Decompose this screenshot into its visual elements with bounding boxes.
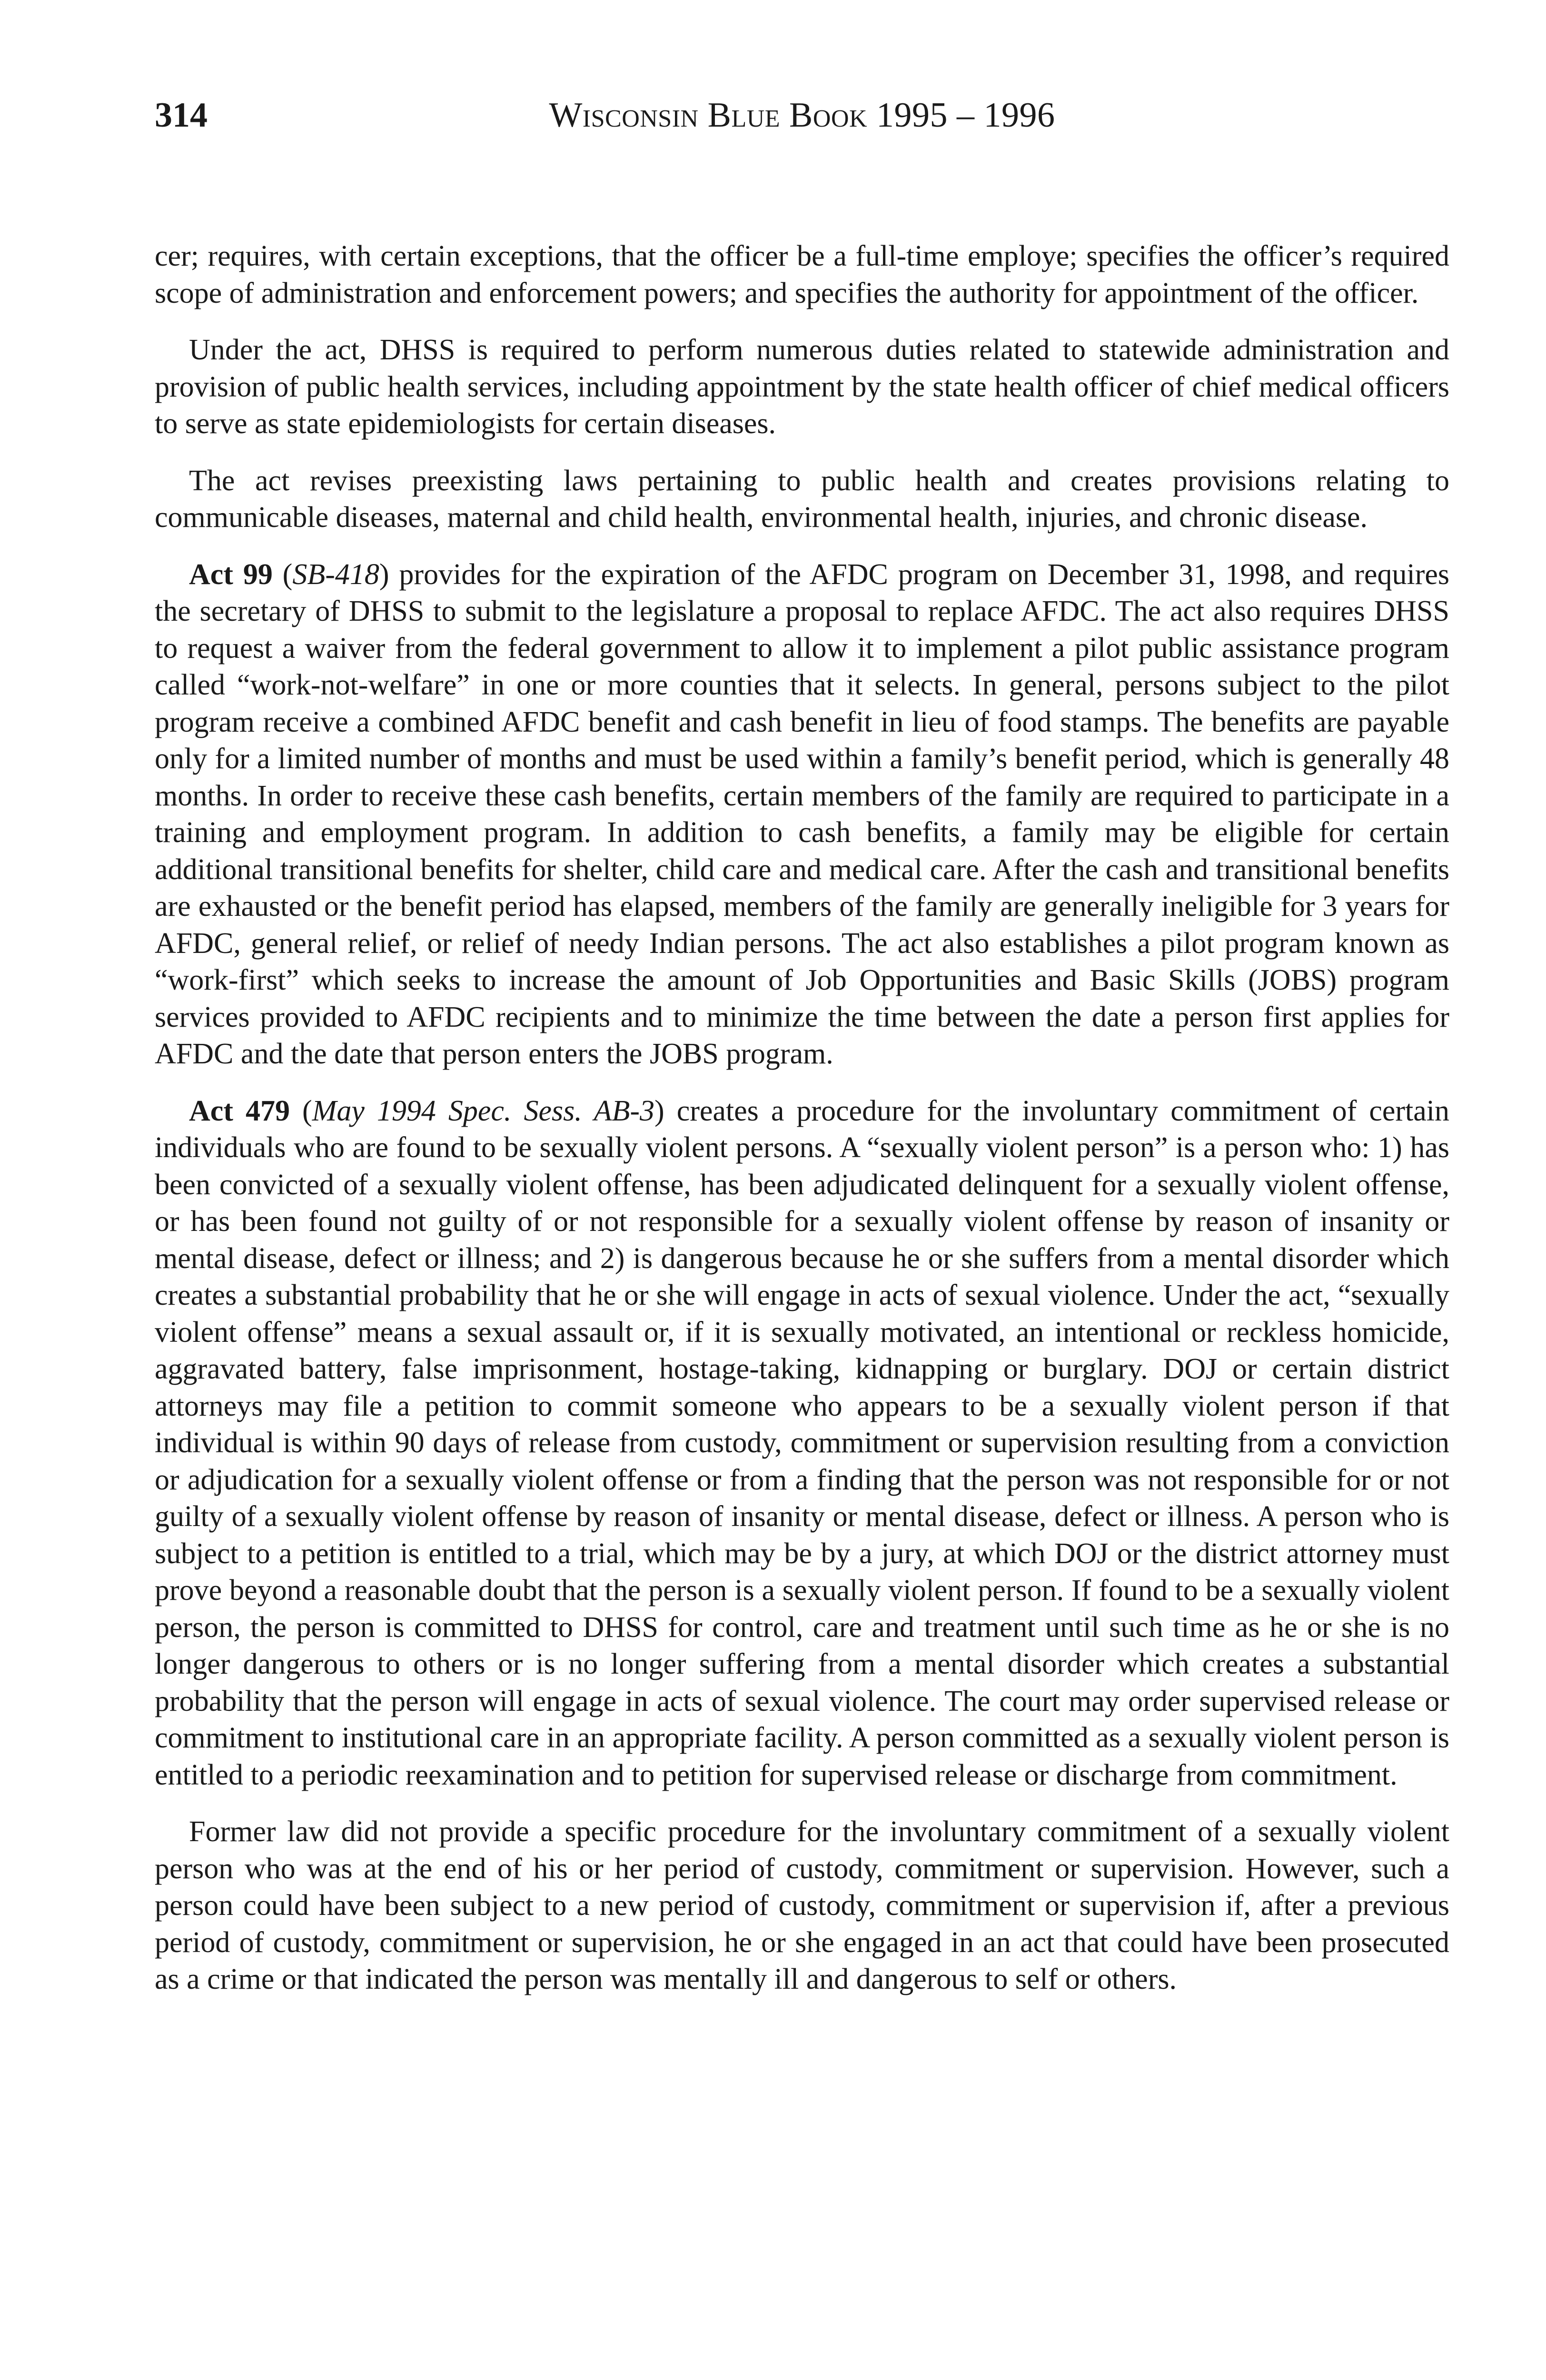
page-body <box>155 238 1449 2018</box>
bill-citation: SB-418 <box>292 558 379 591</box>
paragraph-act-99: Act 99 (SB-418) provides for the expiration of the AFDC program on December 31, 1998, and requires the secretary of DHSS to submit to the legislature a proposal to replace AFDC. The act also requires DHSS to request a waiver from the federal government to allow it to implement a pilot public assistance program called “work-not-welfare” in one or more counties that it selects. In general, persons subject to the pilot program receive a combined AFDC benefit and cash benefit in lieu of food stamps. The benefits are payable only for a limited number of months and must be used within a family’s benefit period, which is generally 48 months. In order to receive these cash benefits, certain members of the family are required to participate in a training and employment program. In addition to cash benefits, a family may be eligible for certain additional transitional benefits for shelter, child care and medical care. After the cash and transitional benefits are exhausted or the benefit period has elapsed, members of the family are generally ineligible for 3 years for AFDC, general relief, or relief of needy Indian persons. The act also establishes a pilot program known as “work-first” which seeks to increase the amount of Job Opportunities and Basic Skills (JOBS) program services provided to AFDC recipients and to minimize the time between the date a person first applies for AFDC and the date that person enters the JOBS program. <box>155 558 1449 1070</box>
running-head <box>155 95 1449 136</box>
bill-citation: May 1994 Spec. Sess. AB-3 <box>312 1094 655 1127</box>
act-description: creates a procedure for the involuntary commitment of certain individuals who are found to be sexually violent persons. A “sexually violent person” is a person who: 1) has been convicted of a sexually violent offense, has been adjudicated delinquent for a sexually violent offense, or has been found not guilty of or not responsible for a sexually violent offense by reason of insanity or mental disease, defect or illness; and 2) is dangerous because he or she suffers from a mental disorder which creates a substantial probability that he or she will engage in acts of sexual violence. Under the act, “sexually violent offense” means a sexual assault or, if it is sexually motivated, an intentional or reckless homicide, aggravated battery, false imprisonment, hostage-taking, kidnapping or burglary. DOJ or certain district attorneys may file a petition to commit someone who appears to be a sexually violent person if that individual is within 90 days of release from custody, commitment or supervision resulting from a conviction or adjudication for a sexually violent offense or from a finding that the person was not responsible for or not guilty of a sexually violent offense by reason of insanity or mental disease, defect or illness. A person who is subject to a petition is entitled to a trial, which may be by a jury, at which DOJ or the district attorney must prove beyond a reasonable doubt that the person is a sexually violent person. If found to be a sexually violent person, the person is committed to DHSS for control, care and treatment until such time as he or she is no longer dangerous to others or is no longer suffering from a mental disorder which creates a substantial probability that the person will engage in acts of sexual violence. The court may order supervised release or commitment to institutional care in an appropriate facility. A person committed as a sexually violent person is entitled to a periodic reexamination and to petition for supervised release or discharge from commitment. <box>155 1094 1449 1791</box>
page-number: 314 <box>155 96 208 135</box>
paragraph-continued: cer; requires, with certain exceptions, that the officer be a full-time employe; specifies the officer’s required scope of administration and enforcement powers; and specifies the authority for appointment of the officer. <box>155 240 1449 309</box>
act-description: provides for the expiration of the AFDC program on December 31, 1998, and requires the secretary of DHSS to submit to the legislature a proposal to replace AFDC. The act also requires DHSS to request a waiver from the federal government to allow it to implement a pilot public assistance program called “work-not-welfare” in one or more counties that it selects. In general, persons subject to the pilot program receive a combined AFDC benefit and cash benefit in lieu of food stamps. The benefits are payable only for a limited number of months and must be used within a family’s benefit period, which is generally 48 months. In order to receive these cash benefits, certain members of the family are required to participate in a training and employment program. In addition to cash benefits, a family may be eligible for certain additional transitional benefits for shelter, child care and medical care. After the cash and transitional benefits are exhausted or the benefit period has elapsed, members of the family are generally ineligible for 3 years for AFDC, general relief, or relief of needy Indian persons. The act also establishes a pilot program known as “work-first” which seeks to increase the amount of Job Opportunities and Basic Skills (JOBS) program services provided to AFDC recipients and to minimize the time between the date a person first applies for AFDC and the date that person enters the JOBS program. <box>155 558 1449 1070</box>
paragraph-former-law: Former law did not provide a specific procedure for the involuntary commitment of a sexually violent person who was at the end of his or her period of custody, commitment or supervision. However, such a person could have been subject to a new period of custody, commitment or supervision if, after a previous period of custody, commitment or supervision, he or she engaged in an act that could have been prosecuted as a crime or that indicated the person was mentally ill and dangerous to self or others. <box>155 1815 1449 1995</box>
paragraph-act-479: Act 479 (May 1994 Spec. Sess. AB-3) creates a procedure for the involuntary commitment of certain individuals who are found to be sexually violent persons. A “sexually violent person” is a person who: 1) has been convicted of a sexually violent offense, has been adjudicated delinquent for a sexually violent offense, or has been found not guilty of or not responsible for a sexually violent offense by reason of insanity or mental disease, defect or illness; and 2) is dangerous because he or she suffers from a mental disorder which creates a substantial probability that he or she will engage in acts of sexual violence. Under the act, “sexually violent offense” means a sexual assault or, if it is sexually motivated, an intentional or reckless homicide, aggravated battery, false imprisonment, hostage-taking, kidnapping or burglary. DOJ or certain district attorneys may file a petition to commit someone who appears to be a sexually violent person if that individual is within 90 days of release from custody, commitment or supervision resulting from a conviction or adjudication for a sexually violent offense or from a finding that the person was not responsible for or not guilty of a sexually violent offense by reason of insanity or mental disease, defect or illness. A person who is subject to a petition is entitled to a trial, which may be by a jury, at which DOJ or the district attorney must prove beyond a reasonable doubt that the person is a sexually violent person. If found to be a sexually violent person, the person is committed to DHSS for control, care and treatment until such time as he or she is no longer dangerous to others or is no longer suffering from a mental disorder which creates a substantial probability that the person will engage in acts of sexual violence. The court may order supervised release or commitment to institutional care in an appropriate facility. A person committed as a sexually violent person is entitled to a periodic reexamination and to petition for supervised release or discharge from commitment. <box>155 1094 1449 1791</box>
page-header <box>155 95 1449 148</box>
paragraph-public-health-laws: The act revises preexisting laws pertaining to public health and creates provisions relating to communicable diseases, maternal and child health, environmental health, injuries, and chronic disease. <box>155 464 1449 534</box>
paragraph-dhss-duties: Under the act, DHSS is required to perform numerous duties related to statewide administration and provision of public health services, including appointment by the state health officer of chief medical officers to serve as state epidemiologists for certain diseases. <box>155 334 1449 440</box>
act-number: Act 99 <box>189 558 273 591</box>
act-number: Act 479 <box>189 1094 290 1127</box>
running-head-text: Wisconsin Blue Book 1995 – 1996 <box>549 96 1055 135</box>
